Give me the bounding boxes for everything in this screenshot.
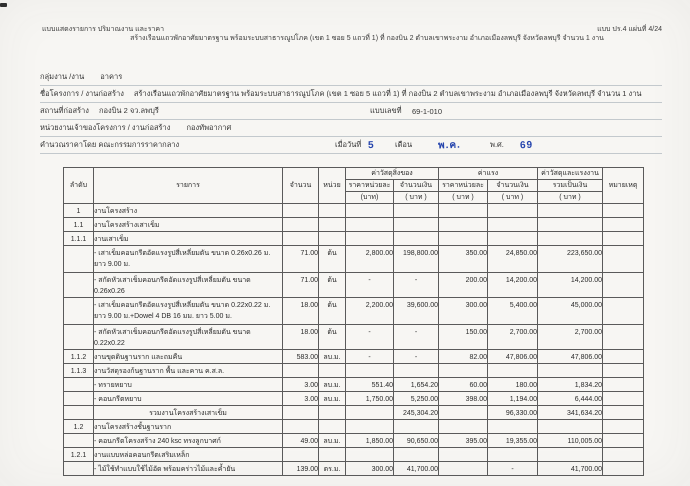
cell-description: งานวัสดุรองก้นฐานราก พื้น และคาน ค.ส.ล. xyxy=(94,364,283,378)
header-baht-5: ( บาท ) xyxy=(538,192,603,204)
cell-unit: ต้น xyxy=(319,273,346,298)
cell-unit: ต้น xyxy=(319,298,346,325)
drawing-number-label: แบบเลขที่ xyxy=(370,106,402,115)
cell-total-amount: 47,806.00 xyxy=(538,350,603,364)
project-value: สร้างเรือนแถวพักอาศัยมาตรฐาน พร้อมระบบสาธารณูปโภค (เขต 1 ซอย 5 แถวที่ 1) ที่ กองบิน 2 ตำบลเขาพระงาม อำเภอเมืองลพบุรี จังหวัดลพบุรี จำนวน 1 งาน xyxy=(133,89,642,98)
header-material-unit-price: ราคาหน่วยละ xyxy=(346,180,394,192)
cell-unit: ต้น xyxy=(319,325,346,350)
boq-table-header xyxy=(64,168,644,204)
header-labor-unit-price: ราคาหน่วยละ xyxy=(439,180,488,192)
cell-material-amount xyxy=(394,448,439,462)
cell-item-no xyxy=(64,325,94,350)
cell-total-amount: 6,444.00 xyxy=(538,392,603,406)
cell-quantity: 18.00 xyxy=(283,298,319,325)
table-row xyxy=(64,420,644,434)
table-row xyxy=(64,378,644,392)
table-row xyxy=(64,246,644,273)
cell-material-unit-price: 300.00 xyxy=(346,462,394,476)
cell-item-no xyxy=(64,462,94,476)
cell-description: งานโครงสร้างชั้นฐานราก xyxy=(94,420,283,434)
cell-quantity xyxy=(283,420,319,434)
table-row xyxy=(64,448,644,462)
cell-item-no: 1.1.1 xyxy=(64,232,94,246)
cell-item-no xyxy=(64,273,94,298)
cell-description: - เสาเข็มคอนกรีตอัดแรงรูปสี่เหลี่ยมตัน ขนาด 0.22x0.22 ม. ยาว 9.00 ม.+Dowel 4 DB 16 มม. ยาว 5.00 ม. xyxy=(94,298,283,325)
cell-remark xyxy=(603,364,644,378)
header-baht-4: ( บาท ) xyxy=(488,192,538,204)
cell-description: - คอนกรีตหยาบ xyxy=(94,392,283,406)
cell-material-unit-price xyxy=(346,218,394,232)
info-row-agency xyxy=(40,120,662,137)
cell-material-amount: - xyxy=(394,350,439,364)
cell-quantity xyxy=(283,448,319,462)
header-labor-amount: จำนวนเงิน xyxy=(488,180,538,192)
cell-quantity xyxy=(283,406,319,420)
handwritten-year: 69 xyxy=(519,139,534,151)
header-labor-group: ค่าแรง xyxy=(439,168,538,180)
cell-total-amount: 110,005.00 xyxy=(538,434,603,448)
cell-total-amount xyxy=(538,420,603,434)
group-label: กลุ่มงาน /งาน xyxy=(40,72,85,81)
cell-labor-unit-price xyxy=(439,406,488,420)
cell-material-amount xyxy=(394,232,439,246)
cell-labor-amount: 14,200.00 xyxy=(488,273,538,298)
table-row xyxy=(64,232,644,246)
handwritten-day: 5 xyxy=(367,139,375,151)
group-value: อาคาร xyxy=(100,72,123,81)
header-no: ลำดับ xyxy=(64,168,94,204)
cell-material-amount xyxy=(394,204,439,218)
cell-unit: ลบ.ม. xyxy=(319,378,346,392)
header-quantity: จำนวน xyxy=(283,168,319,204)
header-material-amount: จำนวนเงิน xyxy=(394,180,439,192)
table-row xyxy=(64,350,644,364)
cell-unit xyxy=(319,232,346,246)
cell-material-amount: 245,304.20 xyxy=(394,406,439,420)
cell-unit: ต้น xyxy=(319,246,346,273)
handwritten-month: พ.ค. xyxy=(437,139,462,151)
cell-material-unit-price xyxy=(346,364,394,378)
cell-material-unit-price: - xyxy=(346,350,394,364)
cell-description: - สกัดหัวเสาเข็มคอนกรีตอัดแรงรูปสี่เหลี่ยมตัน ขนาด 0.22x0.22 xyxy=(94,325,283,350)
table-row xyxy=(64,273,644,298)
table-row xyxy=(64,325,644,350)
cell-labor-unit-price xyxy=(439,448,488,462)
cell-item-no xyxy=(64,392,94,406)
cell-material-amount xyxy=(394,420,439,434)
cell-labor-unit-price xyxy=(439,232,488,246)
cell-remark xyxy=(603,448,644,462)
cell-remark xyxy=(603,434,644,448)
cell-description: - ไม้ใช้ทำแบบใช้ไม้อัด พร้อมคร่าวไม้และค้ำยัน xyxy=(94,462,283,476)
header-baht-3: ( บาท ) xyxy=(439,192,488,204)
cell-item-no xyxy=(64,406,94,420)
agency-value: กองทัพอากาศ xyxy=(186,123,232,132)
cell-item-no: 1.1.2 xyxy=(64,350,94,364)
calculated-by-label: คำนวณราคาโดย คณะกรรมการราคากลาง xyxy=(40,140,180,149)
cell-labor-amount: 2,700.00 xyxy=(488,325,538,350)
info-row-group xyxy=(40,69,662,86)
cell-material-unit-price xyxy=(346,448,394,462)
header-total-line1: ค่าวัสดุและแรงงาน xyxy=(538,168,603,180)
cell-material-amount: - xyxy=(394,325,439,350)
cell-item-no xyxy=(64,298,94,325)
header-baht-1: (บาท) xyxy=(346,192,394,204)
cell-unit xyxy=(319,406,346,420)
cell-labor-amount: 1,194.00 xyxy=(488,392,538,406)
agency-label: หน่วยงานเจ้าของโครงการ / งานก่อสร้าง xyxy=(40,123,171,132)
cell-material-unit-price: 2,200.00 xyxy=(346,298,394,325)
cell-remark xyxy=(603,462,644,476)
cell-remark xyxy=(603,406,644,420)
cell-total-amount xyxy=(538,364,603,378)
cell-material-unit-price xyxy=(346,232,394,246)
cell-item-no xyxy=(64,434,94,448)
cell-labor-amount: 180.00 xyxy=(488,378,538,392)
boq-table xyxy=(63,167,644,476)
cell-labor-amount: - xyxy=(488,462,538,476)
cell-material-unit-price: - xyxy=(346,273,394,298)
cell-description: งานขุดดินฐานราก และถมคืน xyxy=(94,350,283,364)
cell-quantity: 3.00 xyxy=(283,378,319,392)
table-row xyxy=(64,218,644,232)
cell-item-no: 1.1 xyxy=(64,218,94,232)
cell-description: - คอนกรีตโครงสร้าง 240 ksc ทรงลูกบาศก์ xyxy=(94,434,283,448)
cell-quantity: 3.00 xyxy=(283,392,319,406)
cell-description: งานแบบหล่อคอนกรีตเสริมเหล็ก xyxy=(94,448,283,462)
cell-item-no xyxy=(64,378,94,392)
cell-material-amount: 41,700.00 xyxy=(394,462,439,476)
header-total-line2: รวมเป็นเงิน xyxy=(538,180,603,192)
cell-labor-unit-price: 300.00 xyxy=(439,298,488,325)
cell-total-amount xyxy=(538,204,603,218)
cell-unit: ลบ.ม. xyxy=(319,350,346,364)
cell-remark xyxy=(603,204,644,218)
era-label: พ.ศ. xyxy=(490,140,504,149)
cell-unit xyxy=(319,204,346,218)
header-unit: หน่วย xyxy=(319,168,346,204)
location-value: กองบิน 2 จว.ลพบุรี xyxy=(98,106,159,115)
cell-quantity: 71.00 xyxy=(283,246,319,273)
cell-item-no: 1 xyxy=(64,204,94,218)
cell-labor-unit-price: 395.00 xyxy=(439,434,488,448)
cell-description: งานโครงสร้างเสาเข็ม xyxy=(94,218,283,232)
cell-description: งานเสาเข็ม xyxy=(94,232,283,246)
cell-quantity: 49.00 xyxy=(283,434,319,448)
sheet-reference: แบบ ปร.4 แผ่นที่ 4/24 xyxy=(597,26,662,33)
cell-labor-unit-price: 200.00 xyxy=(439,273,488,298)
cell-unit xyxy=(319,448,346,462)
cell-labor-unit-price xyxy=(439,204,488,218)
table-row xyxy=(64,434,644,448)
cell-unit xyxy=(319,218,346,232)
cell-total-amount xyxy=(538,448,603,462)
cell-material-amount: 90,650.00 xyxy=(394,434,439,448)
cell-material-unit-price: - xyxy=(346,325,394,350)
project-info-block xyxy=(40,69,662,154)
cell-unit: ลบ.ม. xyxy=(319,434,346,448)
location-label: สถานที่ก่อสร้าง xyxy=(40,106,89,115)
table-row xyxy=(64,392,644,406)
cell-material-unit-price xyxy=(346,406,394,420)
cell-labor-amount xyxy=(488,218,538,232)
cell-labor-unit-price xyxy=(439,420,488,434)
month-label: เดือน xyxy=(395,140,413,149)
cell-unit: ลบ.ม. xyxy=(319,392,346,406)
cell-labor-unit-price: 398.00 xyxy=(439,392,488,406)
header-baht-2: ( บาท ) xyxy=(394,192,439,204)
info-row-project xyxy=(40,86,662,103)
cell-labor-unit-price: 60.00 xyxy=(439,378,488,392)
cell-description: - สกัดหัวเสาเข็มคอนกรีตอัดแรงรูปสี่เหลี่ยมตัน ขนาด 0.26x0.26 xyxy=(94,273,283,298)
cell-labor-amount xyxy=(488,448,538,462)
cell-remark xyxy=(603,232,644,246)
cell-remark xyxy=(603,420,644,434)
cell-unit xyxy=(319,420,346,434)
boq-table-body xyxy=(64,204,644,476)
cell-total-amount: 41,700.00 xyxy=(538,462,603,476)
cell-quantity: 71.00 xyxy=(283,273,319,298)
cell-remark xyxy=(603,392,644,406)
cell-material-amount xyxy=(394,364,439,378)
cell-item-no: 1.2.1 xyxy=(64,448,94,462)
cell-material-unit-price xyxy=(346,420,394,434)
cell-material-amount: 1,654.20 xyxy=(394,378,439,392)
table-row xyxy=(64,462,644,476)
cell-labor-unit-price: 350.00 xyxy=(439,246,488,273)
cell-material-unit-price xyxy=(346,204,394,218)
cell-labor-amount: 5,400.00 xyxy=(488,298,538,325)
cell-description: - เสาเข็มคอนกรีตอัดแรงรูปสี่เหลี่ยมตัน ขนาด 0.26x0.26 ม. ยาว 9.00 ม. xyxy=(94,246,283,273)
cell-labor-amount xyxy=(488,232,538,246)
header-remark: หมายเหตุ xyxy=(603,168,644,204)
cell-labor-unit-price xyxy=(439,218,488,232)
cell-total-amount: 14,200.00 xyxy=(538,273,603,298)
cell-item-no: 1.1.3 xyxy=(64,364,94,378)
cell-labor-amount xyxy=(488,420,538,434)
cell-labor-unit-price xyxy=(439,364,488,378)
cell-quantity xyxy=(283,232,319,246)
cell-material-unit-price: 1,750.00 xyxy=(346,392,394,406)
cell-remark xyxy=(603,298,644,325)
cell-remark xyxy=(603,325,644,350)
cell-material-unit-price: 551.40 xyxy=(346,378,394,392)
cell-labor-amount xyxy=(488,364,538,378)
cell-total-amount: 341,634.20 xyxy=(538,406,603,420)
cell-quantity: 139.00 xyxy=(283,462,319,476)
cell-remark xyxy=(603,218,644,232)
header-description: รายการ xyxy=(94,168,283,204)
info-row-calculation xyxy=(40,137,662,154)
cell-total-amount: 2,700.00 xyxy=(538,325,603,350)
cell-description: - ทรายหยาบ xyxy=(94,378,283,392)
project-title-line: สร้างเรือนแถวพักอาศัยมาตรฐาน พร้อมระบบสาธารณูปโภค (เขต 1 ซอย 5 แถวที่ 1) ที่ กองบิน 2 ตำบลเขาพระงาม อำเภอเมืองลพบุรี จังหวัดลพบุรี จำนวน 1 งาน xyxy=(130,35,604,42)
cell-total-amount: 223,650.00 xyxy=(538,246,603,273)
cell-total-amount: 1,834.20 xyxy=(538,378,603,392)
cell-total-amount: 45,000.00 xyxy=(538,298,603,325)
cell-unit xyxy=(319,364,346,378)
cell-labor-amount: 24,850.00 xyxy=(488,246,538,273)
drawing-number-value: 69-1-010 xyxy=(412,106,443,116)
cell-remark xyxy=(603,350,644,364)
cell-remark xyxy=(603,273,644,298)
cell-remark xyxy=(603,378,644,392)
cell-labor-amount: 47,806.00 xyxy=(488,350,538,364)
cell-quantity xyxy=(283,218,319,232)
cell-labor-unit-price xyxy=(439,462,488,476)
cell-item-no xyxy=(64,246,94,273)
cell-material-amount xyxy=(394,218,439,232)
cell-material-amount: - xyxy=(394,273,439,298)
cell-quantity: 18.00 xyxy=(283,325,319,350)
table-row xyxy=(64,406,644,420)
cell-description: งานโครงสร้าง xyxy=(94,204,283,218)
cell-total-amount xyxy=(538,232,603,246)
table-row xyxy=(64,204,644,218)
cell-material-unit-price: 2,800.00 xyxy=(346,246,394,273)
cell-labor-unit-price: 150.00 xyxy=(439,325,488,350)
cell-item-no: 1.2 xyxy=(64,420,94,434)
header-material-group: ค่าวัสดุสิ่งของ xyxy=(346,168,439,180)
cell-quantity xyxy=(283,364,319,378)
cell-labor-amount: 96,330.00 xyxy=(488,406,538,420)
cell-material-amount: 39,600.00 xyxy=(394,298,439,325)
cell-labor-amount: 19,355.00 xyxy=(488,434,538,448)
table-row xyxy=(64,364,644,378)
table-row xyxy=(64,298,644,325)
form-title: แบบแสดงรายการ ปริมาณงาน และราคา xyxy=(42,26,164,33)
project-label: ชื่อโครงการ / งานก่อสร้าง xyxy=(40,89,124,98)
document-header xyxy=(42,25,662,43)
cell-quantity: 583.00 xyxy=(283,350,319,364)
cell-material-amount: 198,800.00 xyxy=(394,246,439,273)
cell-remark xyxy=(603,246,644,273)
cell-quantity xyxy=(283,204,319,218)
cell-material-unit-price: 1,850.00 xyxy=(346,434,394,448)
scan-artifact xyxy=(0,3,7,7)
date-prefix-label: เมื่อวันที่ xyxy=(335,140,362,149)
cell-labor-unit-price: 82.00 xyxy=(439,350,488,364)
cell-total-amount xyxy=(538,218,603,232)
cell-material-amount: 5,250.00 xyxy=(394,392,439,406)
info-row-location xyxy=(40,103,662,120)
cell-labor-amount xyxy=(488,204,538,218)
cell-description: รวมงานโครงสร้างเสาเข็ม xyxy=(94,406,283,420)
cell-unit: ตร.ม. xyxy=(319,462,346,476)
